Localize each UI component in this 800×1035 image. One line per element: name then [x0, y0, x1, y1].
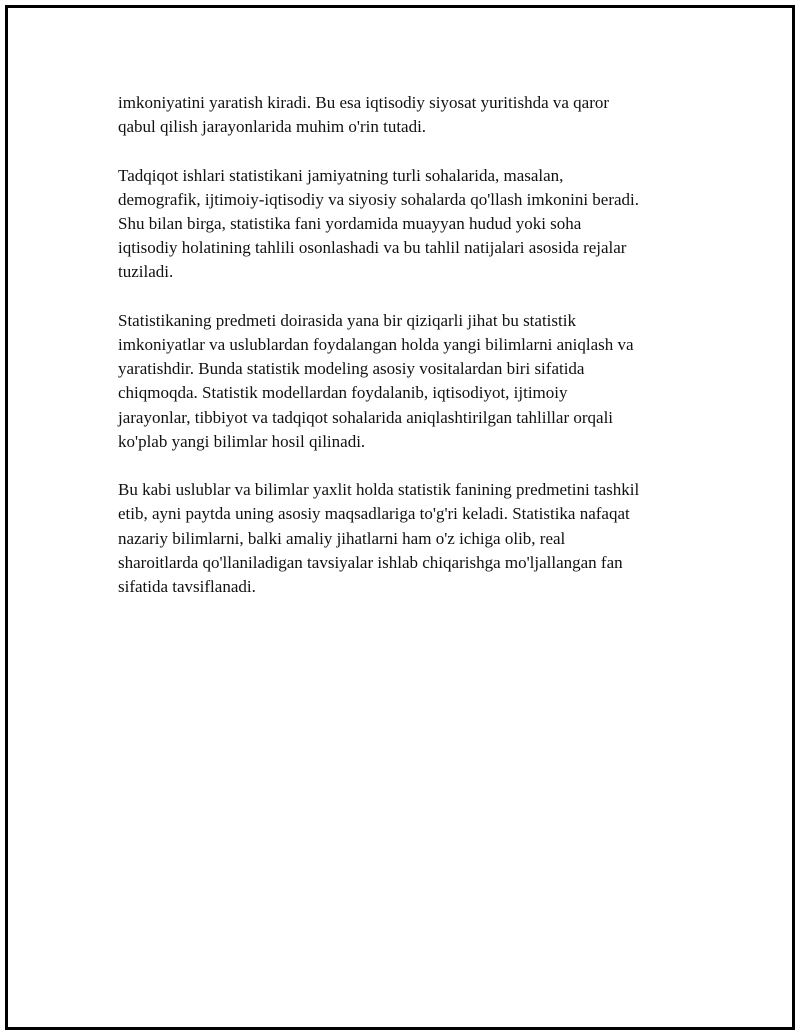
- paragraph: imkoniyatini yaratish kiradi. Bu esa iqtisodiy siyosat yuritishda va qaror qabul qilish jarayonlarida muhim o'rin tutadi.: [118, 93, 610, 137]
- document-body: [118, 91, 698, 623]
- paragraph: Tadqiqot ishlari statistikani jamiyatning turli sohalarida, masalan, demografik, ijtimoiy-iqtisodiy va siyosiy sohalarda qo'llash imkonini beradi. Shu bilan birga, statistika fani yordamida muayyan hudud yoki soha iqtisodiy holatining tahlili osonlashadi va bu tahlil natijalari asosida rejalar tuziladi.: [118, 165, 640, 282]
- paragraph: Bu kabi uslublar va bilimlar yaxlit holda statistik fanining predmetini tashkil etib, ayni paytda uning asosiy maqsadlariga to'g'ri keladi. Statistika nafaqat nazariy bilimlarni, balki amaliy jihatlarni ham o'z ichiga olib, real sharoitlarda qo'llaniladigan tavsiyalar ishlab chiqarishga mo'ljallangan fan sifatida tavsiflanadi.: [118, 480, 640, 597]
- paragraph: Statistikaning predmeti doirasida yana bir qiziqarli jihat bu statistik imkoniyatlar va uslublardan foydalangan holda yangi bilimlarni aniqlash va yaratishdir. Bunda statistik modeling asosiy vositalardan biri sifatida chiqmoqda. Statistik modellardan foydalanib, iqtisodiyot, ijtimoiy jarayonlar, tibbiyot va tadqiqot sohalarida aniqlashtirilgan tahlillar orqali ko'plab yangi bilimlar hosil qilinadi.: [118, 310, 634, 451]
